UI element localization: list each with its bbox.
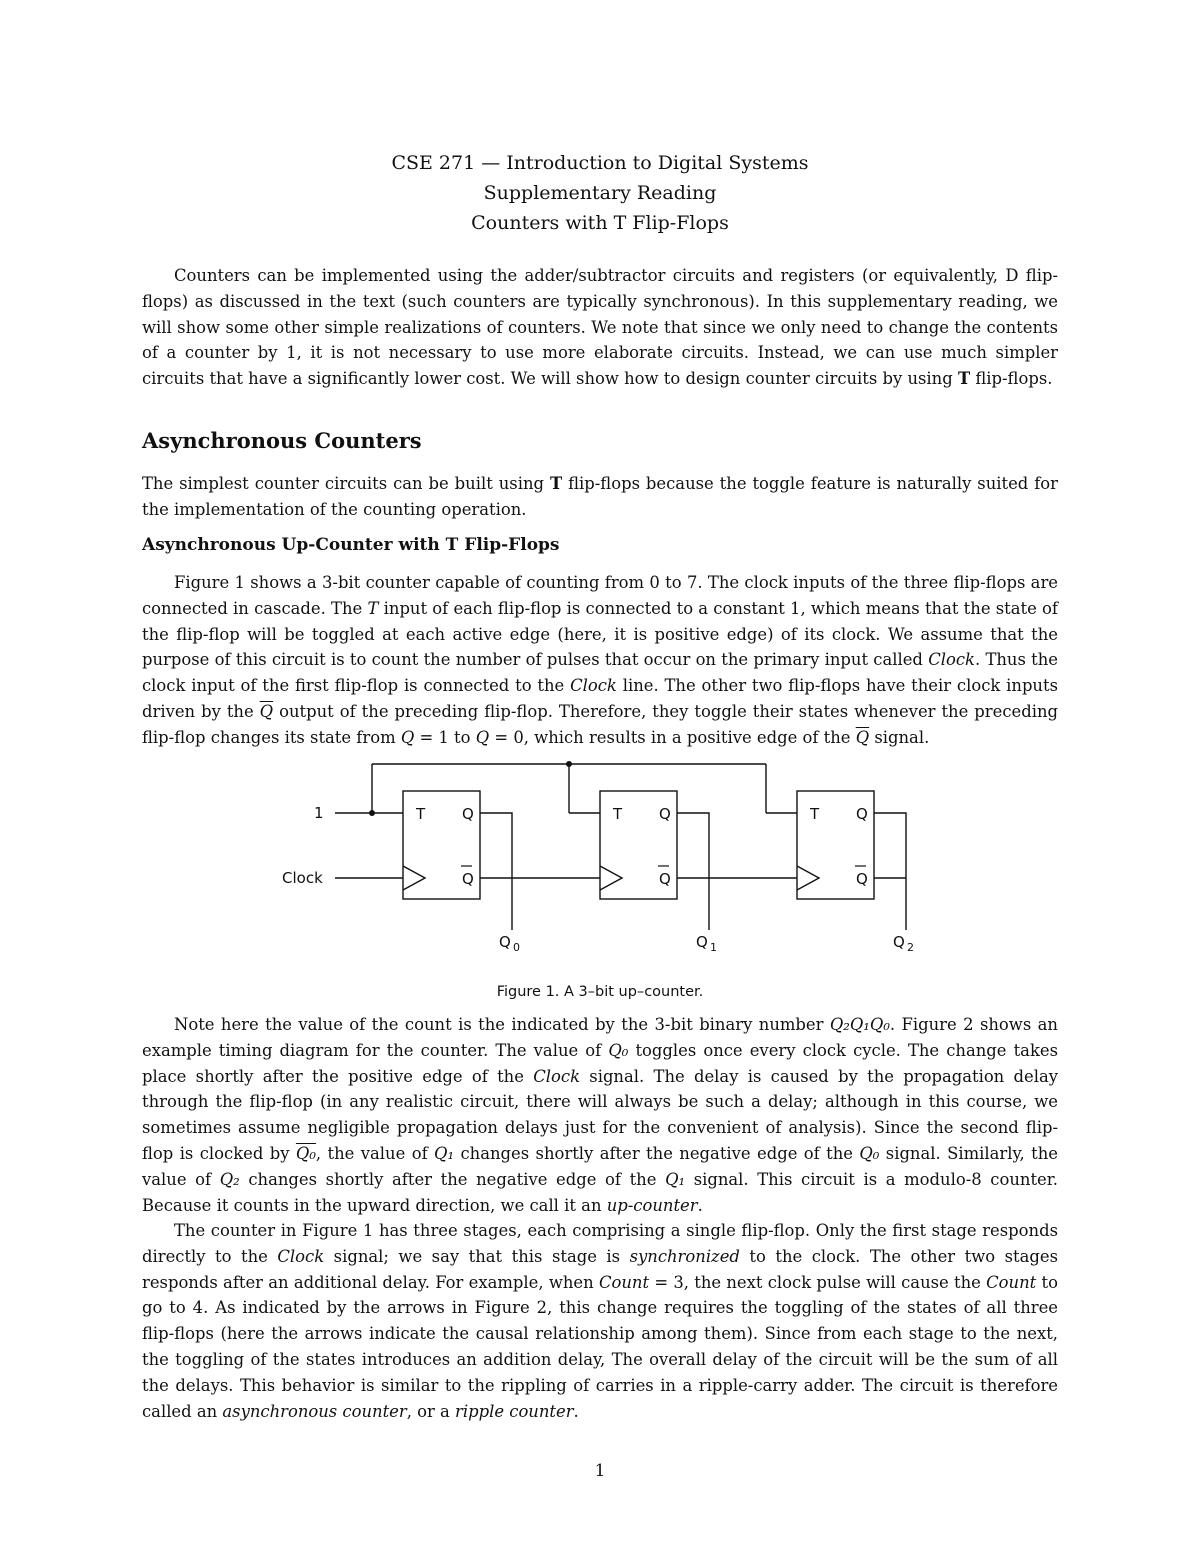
output-q2-label: Q: [893, 933, 905, 951]
intro-paragraph: Counters can be implemented using the adder/subtractor circuits and registers (or equivalently, D flip-flops) as discussed in the text (such counters are typically synchronous). In this supplementary reading, we will show some other simple realizations of counters. We note that since we only need to change the contents of a counter by 1, it is not necessary to use more elaborate circuits. Instead, we can use much simpler circuits that have a significantly lower cost. We will show how to design counter circuits by using T flip-flops.: [142, 266, 1058, 389]
document-title: Counters with T Flip-Flops: [471, 212, 729, 234]
output-q1-label: Q: [696, 933, 708, 951]
ripple-paragraph: The counter in Figure 1 has three stages, each comprising a single flip-flop. Only the first stage responds directly to the Clock signal; we say that this stage is synchronized to the clock. The other two stages responds after an additional delay. For example, when Count = 3, the next clock pulse will cause the Count to go to 4. As indicated by the arrows in Figure 2, this change requires the toggling of the states of all three flip-flops (here the arrows indicate the causal relationship among them). Since from each stage to the next, the toggling of the states introduces an addition delay, The overall delay of the circuit will be the sum of all the delays. This behavior is similar to the rippling of carries in a ripple-carry adder. The circuit is therefore called an asynchronous counter, or a ripple counter.: [142, 1221, 1058, 1421]
clock-triangle-0: [403, 866, 425, 890]
clock-triangle-2: [797, 866, 819, 890]
ff2-qbar-label: Q: [856, 870, 868, 888]
counter-circuit-diagram: [270, 758, 950, 968]
timing-paragraph: Note here the value of the count is the indicated by the 3-bit binary number Q₂Q₁Q₀. Figure 2 shows an example timing diagram for the counter. The value of Q₀ toggles once every clock cycle. The change takes place shortly after the positive edge of the Clock signal. The delay is caused by the propagation delay through the flip-flop (in any realistic circuit, there will always be such a delay; although in this course, we sometimes assume negligible propagation delays just for the convenient of analysis). Since the second flip-flop is clocked by Q₀, the value of Q₁ changes shortly after the negative edge of the Q₀ signal. Similarly, the value of Q₂ changes shortly after the negative edge of the Q₁ signal. This circuit is a modulo-8 counter. Because it counts in the upward direction, we call it an up-counter.: [142, 1015, 1059, 1215]
subsection-heading: Asynchronous Up-Counter with T Flip-Flops: [142, 535, 560, 555]
ff0-q-label: Q: [462, 805, 474, 823]
q2-output-wire: [874, 813, 906, 930]
section-heading: Asynchronous Counters: [142, 428, 422, 453]
ff0-qbar-label: Q: [462, 870, 474, 888]
output-q0-label: Q: [499, 933, 511, 951]
figure-description-paragraph: Figure 1 shows a 3-bit counter capable of counting from 0 to 7. The clock inputs of the three flip-flops are connected in cascade. The T input of each flip-flop is connected to a constant 1, which means that the state of the flip-flop will be toggled at each active edge (here, it is positive edge) of its clock. We assume that the purpose of this circuit is to count the number of pulses that occur on the primary input called Clock. Thus the clock input of the first flip-flop is connected to the Clock line. The other two flip-flops have their clock inputs driven by the $\overline{Q}$ output of the preceding flip-flop. Therefore, they toggle their states whenever the preceding flip-flop changes its state from Q = 1 to Q = 0, which results in a positive edge of the $\overline{Q}$ signal.: [142, 573, 1059, 747]
ff1-qbar-label: Q: [659, 870, 671, 888]
clock-triangle-1: [600, 866, 622, 890]
q1-output-wire: [677, 813, 709, 930]
reading-label: Supplementary Reading: [483, 182, 717, 204]
ff2-t-label: T: [810, 805, 820, 823]
page-number: 1: [594, 1461, 606, 1481]
ff1-q-label: Q: [659, 805, 671, 823]
output-q1-subscript: 1: [710, 941, 717, 954]
ff1-t-label: T: [613, 805, 623, 823]
output-q0-subscript: 0: [513, 941, 520, 954]
course-title: CSE 271 — Introduction to Digital Systems: [391, 152, 809, 174]
document-header: [0, 148, 1200, 238]
output-q2-subscript: 2: [907, 941, 914, 954]
figure-caption: Figure 1. A 3–bit up–counter.: [496, 984, 704, 1000]
section-paragraph: The simplest counter circuits can be built using T flip-flops because the toggle feature is naturally suited for the implementation of the counting operation.: [142, 474, 1058, 519]
ff0-t-label: T: [416, 805, 426, 823]
input-one-label: 1: [314, 804, 324, 822]
q0-output-wire: [480, 813, 512, 930]
input-clock-label: Clock: [282, 869, 323, 887]
junction-dot-2: [566, 761, 572, 767]
junction-dot-1: [369, 810, 375, 816]
ff2-q-label: Q: [856, 805, 868, 823]
